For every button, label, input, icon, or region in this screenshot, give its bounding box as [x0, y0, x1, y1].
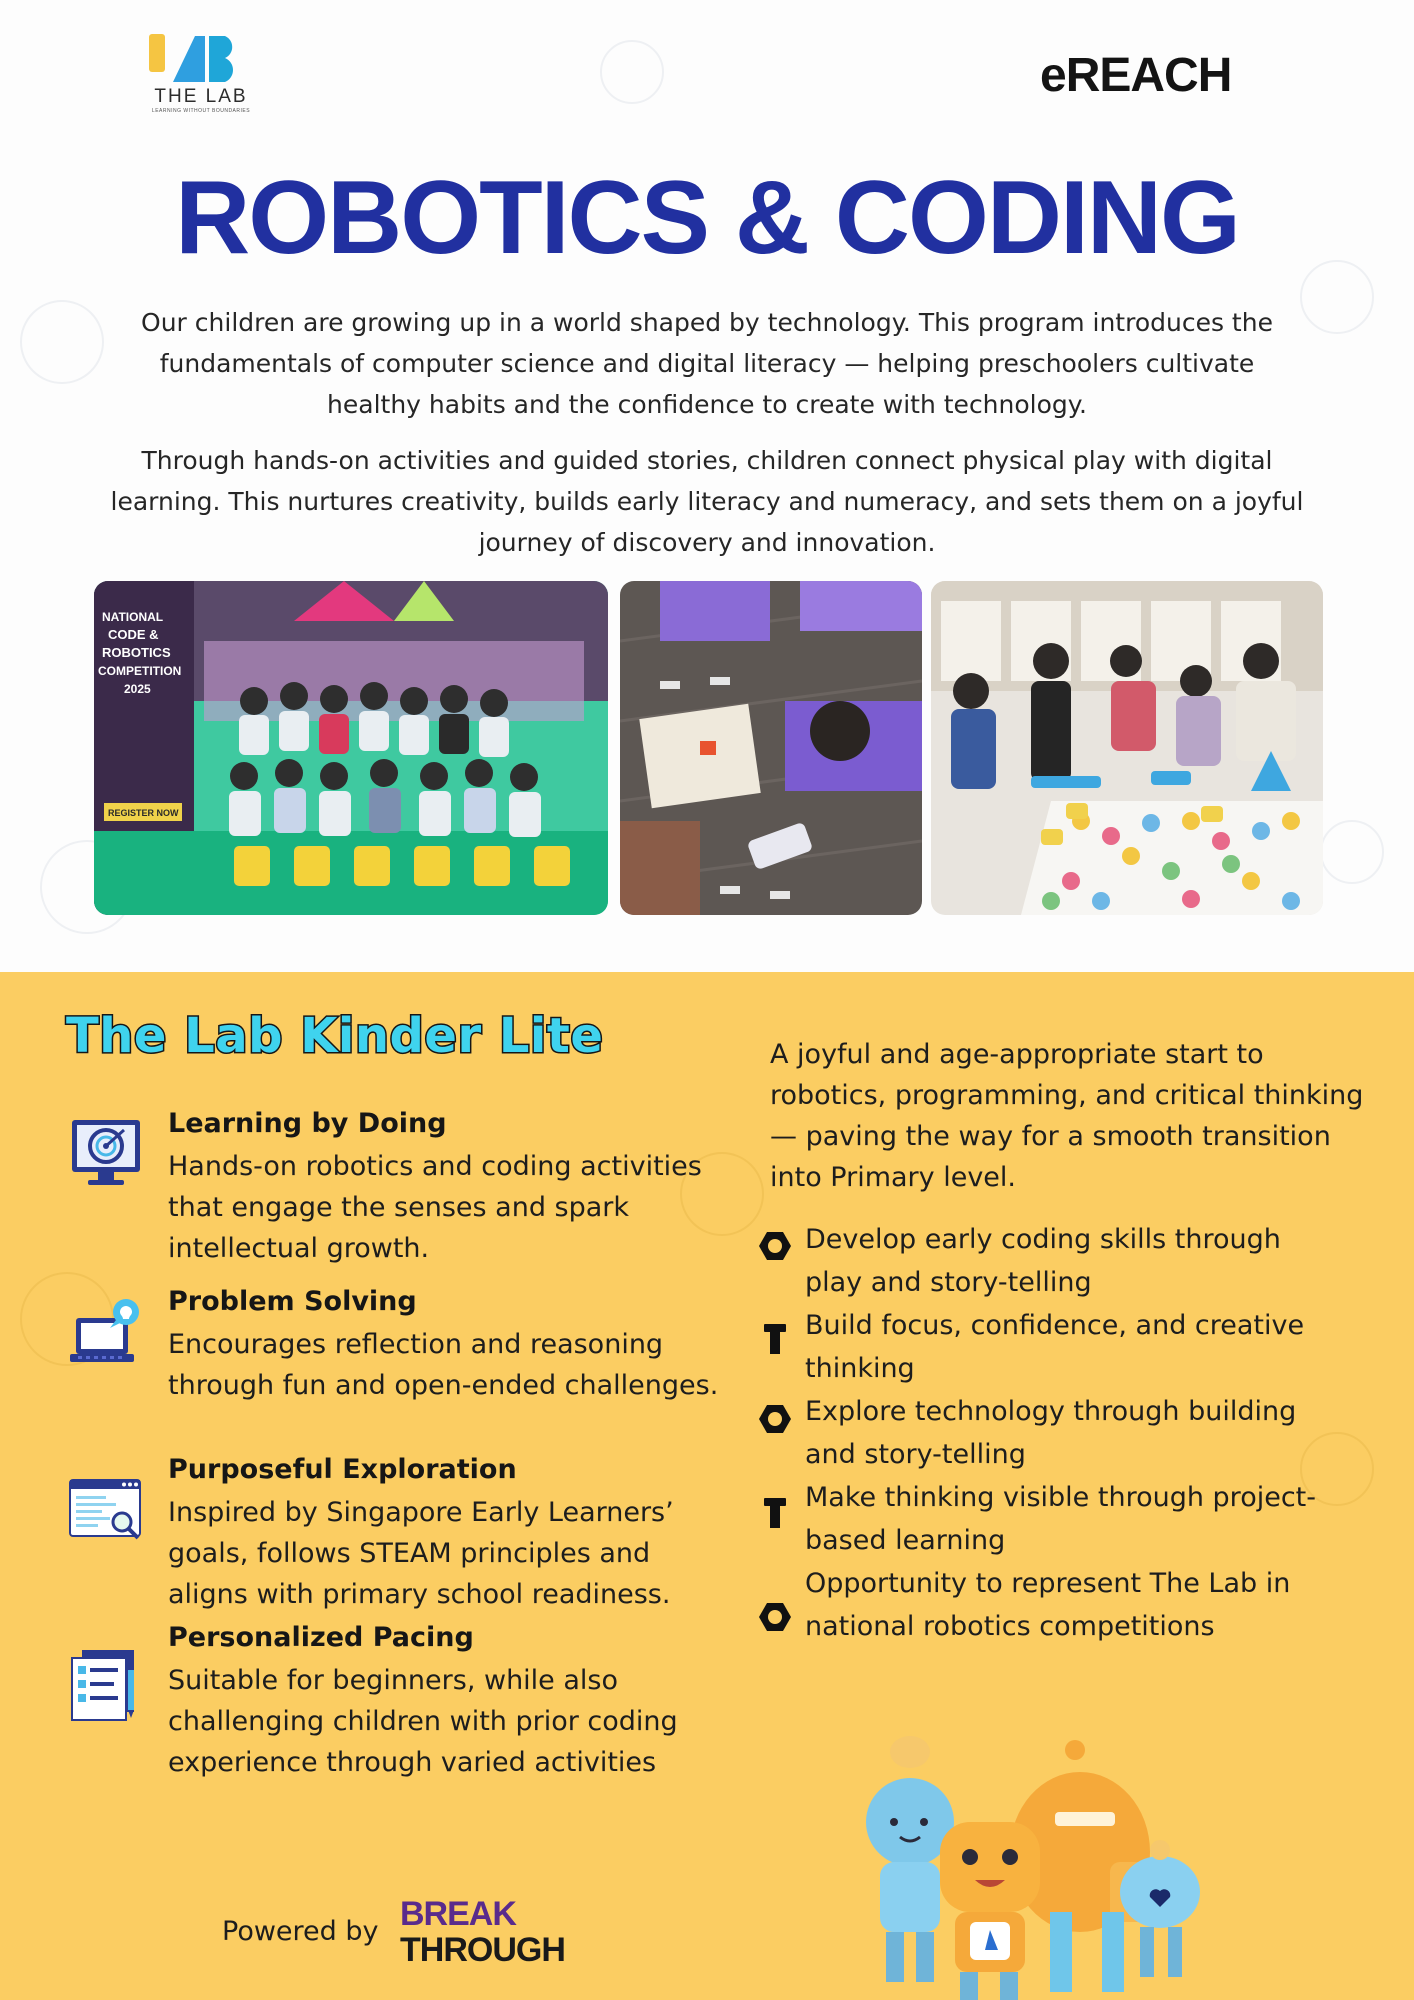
background-doodle: [20, 300, 104, 384]
hex-nut-icon: [758, 1600, 792, 1634]
bottom-section: [0, 972, 1414, 2000]
the-lab-logo: [145, 30, 255, 115]
ereach-logo: [1040, 48, 1270, 108]
photo-floor-coding: [620, 581, 922, 915]
bullet-item: Explore technology through building and story-telling: [805, 1396, 1297, 1470]
powered-by-label: Powered by: [222, 1916, 379, 1947]
photo-banner-line-4: COMPETITION: [98, 664, 182, 678]
logo-tagline: LEARNING WITHOUT BOUNDARIES: [151, 108, 251, 114]
page-title: ROBOTICS & CODING: [175, 160, 1239, 276]
background-doodle: [600, 40, 664, 104]
feature-title: Personalized Pacing: [168, 1622, 474, 1653]
kinder-lite-intro: A joyful and age-appropriate start to robotics, programming, and critical thinking — paving the way for a smooth transition into Primary level.: [770, 1039, 1364, 1193]
target-monitor-icon: [68, 1114, 144, 1190]
kinder-lite-title: The Lab Kinder Lite: [66, 1008, 604, 1064]
hex-nut-icon: [758, 1402, 792, 1436]
photo-banner-line-2: CODE &: [108, 627, 159, 642]
feature-title: Problem Solving: [168, 1286, 417, 1317]
photo-banner-line-5: 2025: [124, 682, 151, 696]
intro-paragraph-2: Through hands-on activities and guided stories, children connect physical play with digital learning. This nurtures creativity, builds early literacy and numeracy, and sets them on a joyful journey of discovery and innovation.: [110, 446, 1304, 557]
photo-banner-line-3: ROBOTICS: [102, 645, 171, 660]
bullet-item: Opportunity to represent The Lab in national robotics competitions: [805, 1568, 1291, 1642]
logo-yellow-bar: [149, 34, 165, 72]
bolt-icon: [758, 1496, 792, 1530]
checklist-icon: [68, 1648, 144, 1724]
feature-title: Purposeful Exploration: [168, 1454, 517, 1485]
robots-illustration: [820, 1712, 1240, 2000]
feature-desc: Encourages reflection and reasoning through fun and open-ended challenges.: [168, 1329, 719, 1401]
background-doodle: [1320, 820, 1384, 884]
photo-banner-line-1: NATIONAL: [102, 610, 164, 624]
photo-register-label: REGISTER NOW: [108, 808, 179, 818]
feature-desc: Hands-on robotics and coding activities that engage the senses and spark intellectual growth.: [168, 1151, 702, 1264]
breakthrough-logo-line-1: BREAK: [400, 1895, 516, 1933]
photo-competition-group: [94, 581, 608, 915]
feature-desc: Suitable for beginners, while also challenging children with prior coding experience through varied activities: [168, 1665, 678, 1778]
intro-paragraph-1: Our children are growing up in a world shaped by technology. This program introduces the fundamentals of computer science and digital literacy — helping preschoolers cultivate healthy habits and the confidence to create with technology.: [141, 308, 1273, 419]
top-section: [0, 0, 1414, 972]
bullet-item: Develop early coding skills through play and story-telling: [805, 1224, 1281, 1298]
hex-nut-icon: [758, 1229, 792, 1263]
logo-blue-shapes: [173, 34, 243, 84]
ereach-logo-text: eREACH: [1040, 49, 1232, 102]
breakthrough-logo-line-2: THROUGH: [400, 1931, 565, 1969]
background-doodle: [1300, 260, 1374, 334]
photo-robot-mat: [931, 581, 1323, 915]
breakthrough-logo: [400, 1895, 565, 1976]
bullet-item: Build focus, confidence, and creative thinking: [805, 1310, 1305, 1384]
bolt-icon: [758, 1322, 792, 1356]
logo-name: THE LAB: [154, 86, 248, 107]
feature-desc: Inspired by Singapore Early Learners’ goals, follows STEAM principles and aligns with primary school readiness.: [168, 1497, 674, 1610]
feature-title: Learning by Doing: [168, 1108, 447, 1139]
bullet-item: Make thinking visible through project-based learning: [805, 1482, 1316, 1556]
browser-search-icon: [68, 1472, 144, 1548]
laptop-lightbulb-icon: [68, 1296, 144, 1372]
